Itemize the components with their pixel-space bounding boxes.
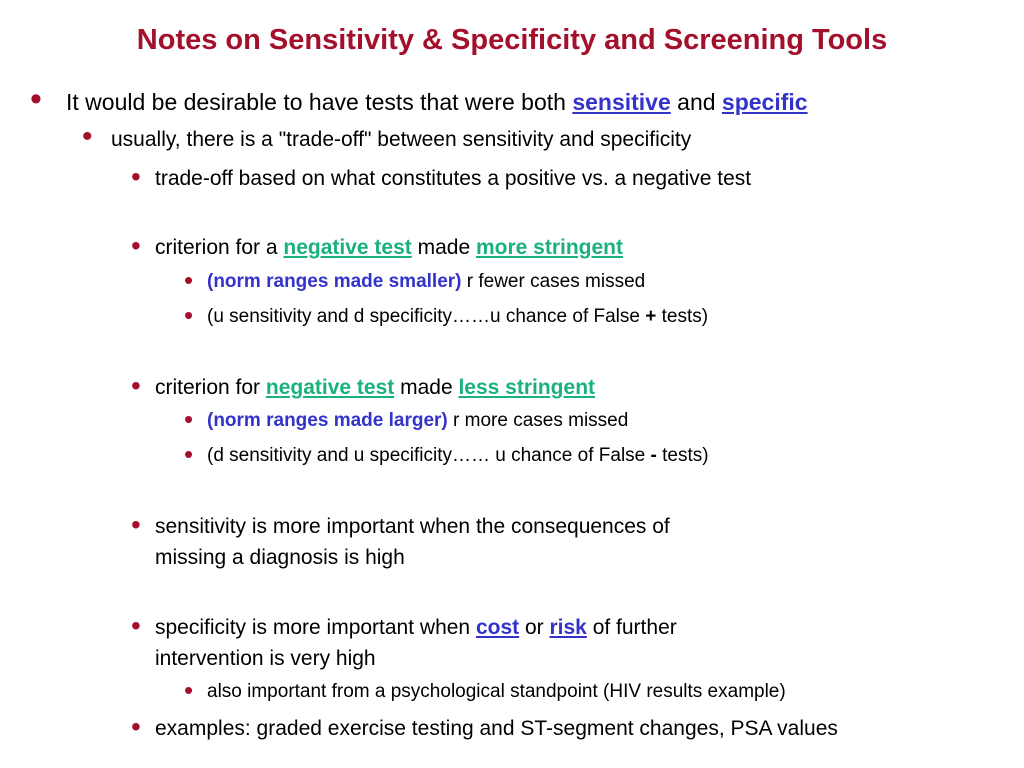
text-bold-segment: (norm ranges made smaller): [207, 271, 462, 292]
point-criterion-less-stringent: [155, 377, 595, 398]
bullet-icon: •: [131, 711, 141, 742]
text-segment: specificity is more important when: [155, 616, 476, 639]
keyword-less-stringent: less stringent: [458, 376, 596, 399]
point-examples: examples: graded exercise testing and ST-segment changes, PSA values: [155, 717, 838, 740]
bullet-icon: •: [131, 230, 141, 261]
bullet-icon: •: [131, 610, 141, 641]
text-bold-segment: (norm ranges made larger): [207, 410, 448, 431]
bullet-icon: •: [131, 509, 141, 540]
minus-symbol: -: [650, 445, 657, 466]
text-segment: and: [670, 89, 722, 115]
bullet-icon: •: [184, 265, 194, 295]
text-segment: of further: [586, 616, 677, 639]
point-sensitivity-important-cont: missing a diagnosis is high: [155, 546, 405, 569]
slide-title: Notes on Sensitivity & Specificity and Screening Tools: [136, 24, 888, 56]
text-segment: tests): [656, 445, 709, 466]
text-segment: r fewer cases missed: [461, 271, 646, 292]
bullet-icon: •: [30, 80, 42, 118]
keyword-risk: risk: [549, 616, 587, 639]
text-segment: criterion for: [155, 376, 266, 399]
bullet-icon: •: [131, 370, 141, 401]
text-segment: or: [519, 616, 550, 639]
bullet-icon: •: [184, 300, 194, 330]
point-criterion-more-stringent: [155, 237, 623, 258]
bullet-icon: •: [184, 675, 194, 705]
plus-symbol: +: [645, 306, 657, 327]
point-trade-off: usually, there is a "trade-off" between sensitivity and specificity: [111, 128, 692, 151]
point-psychological: also important from a psychological standpoint (HIV results example): [207, 681, 786, 702]
point-false-positive: [207, 307, 708, 326]
point-sensitivity-important: sensitivity is more important when the consequences of: [155, 515, 670, 538]
keyword-sensitive: sensitive: [572, 89, 671, 115]
keyword-negative-test: negative test: [283, 236, 412, 259]
bullet-icon: •: [184, 439, 194, 469]
point-norm-ranges-larger: [207, 411, 628, 430]
text-segment: criterion for a: [155, 236, 284, 259]
keyword-cost: cost: [475, 616, 520, 639]
point-specificity-important: [155, 617, 677, 638]
bullet-icon: •: [82, 120, 93, 153]
text-segment: made: [411, 236, 476, 259]
text-segment: It would be desirable to have tests that were both: [66, 89, 573, 115]
text-segment: (u sensitivity and d specificity……u chance of False: [207, 306, 646, 327]
keyword-specific: specific: [721, 89, 808, 115]
text-segment: (d sensitivity and u specificity…… u chance of False: [207, 445, 651, 466]
text-segment: r more cases missed: [447, 410, 629, 431]
text-segment: made: [394, 376, 459, 399]
bullet-icon: •: [184, 404, 194, 434]
point-norm-ranges-smaller: [207, 272, 645, 291]
bullet-icon: •: [131, 161, 141, 192]
point-trade-off-basis: trade-off based on what constitutes a positive vs. a negative test: [155, 167, 752, 190]
keyword-negative-test: negative test: [265, 376, 395, 399]
keyword-more-stringent: more stringent: [475, 236, 624, 259]
point-false-negative: [207, 446, 709, 465]
text-segment: tests): [656, 306, 709, 327]
point-desirable-tests: [66, 91, 808, 114]
point-specificity-important-cont: intervention is very high: [155, 647, 376, 670]
